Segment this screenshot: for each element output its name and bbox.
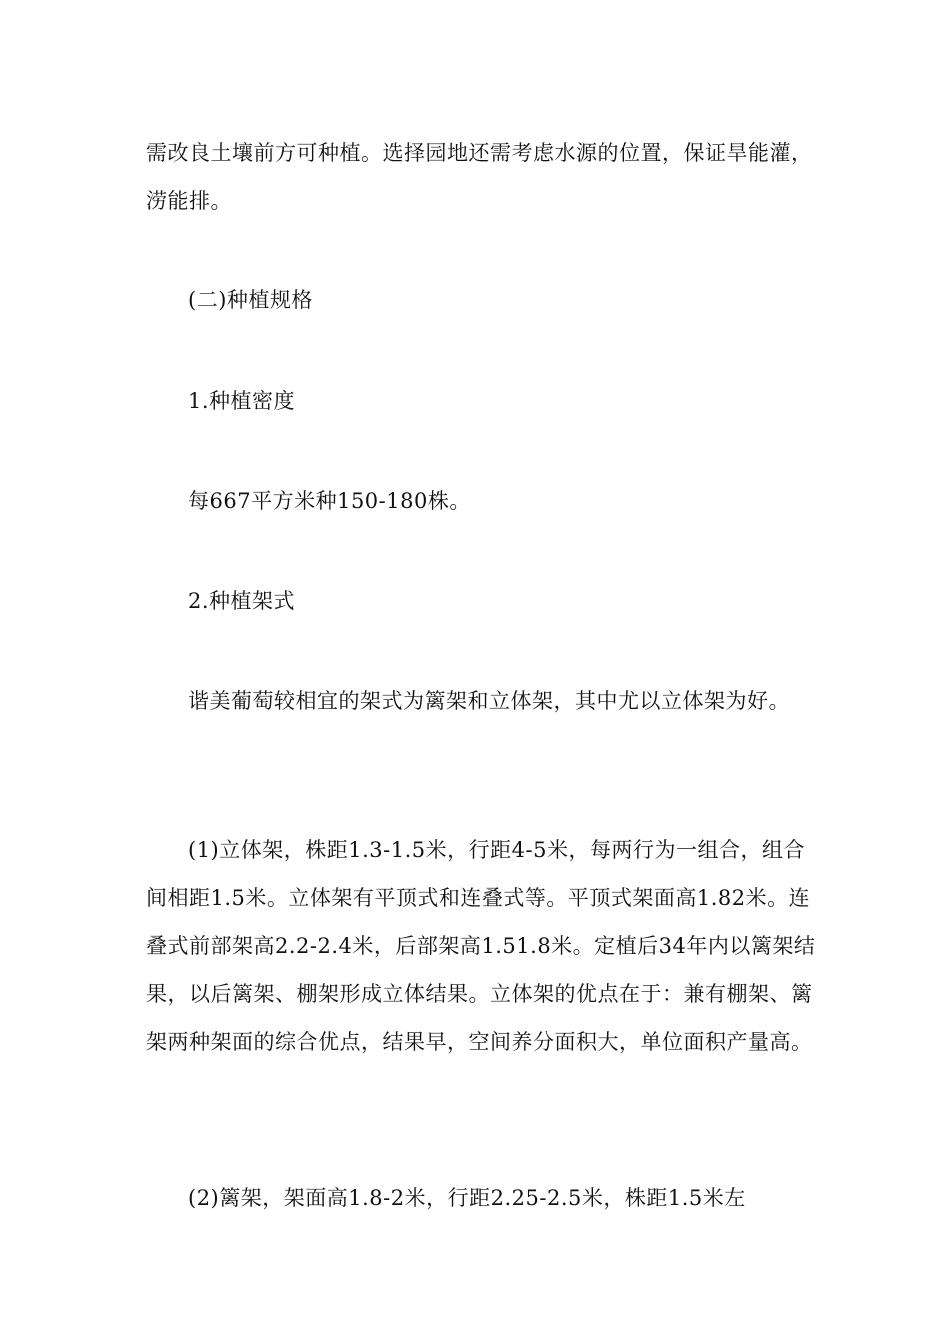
paragraph-3d-trellis: (1)立体架，株距1.3-1.5米，行距4-5米，每两行为一组合，组合间相距1.5米。立体架有平顶式和连叠式等。平顶式架面高1.82米。连叠式前部架高2.2-2.4米，后部架高1.51.8米。定植后34年内以篱架结果，以后篱架、棚架形成立体结果。立体架的优点在于：兼有棚架、篱架两种架面的综合优点，结果早，空间养分面积大，单位面积产量高。	[146, 838, 816, 1054]
paragraph-density-value: 每667平方米种150-180株。	[188, 489, 471, 513]
subheading-trellis-type: 2.种植架式	[188, 589, 296, 613]
subheading-planting-density: 1.种植密度	[188, 389, 296, 413]
paragraph-hedge-trellis: (2)篱架，架面高1.8-2米，行距2.25-2.5米，株距1.5米左	[188, 1186, 746, 1210]
section-heading-planting-spec: (二)种植规格	[188, 288, 313, 312]
paragraph-trellis-intro: 谐美葡萄较相宜的架式为篱架和立体架，其中尤以立体架为好。	[188, 689, 790, 713]
paragraph-soil-water: 需改良土壤前方可种植。选择园地还需考虑水源的位置，保证旱能灌，涝能排。	[146, 141, 813, 213]
